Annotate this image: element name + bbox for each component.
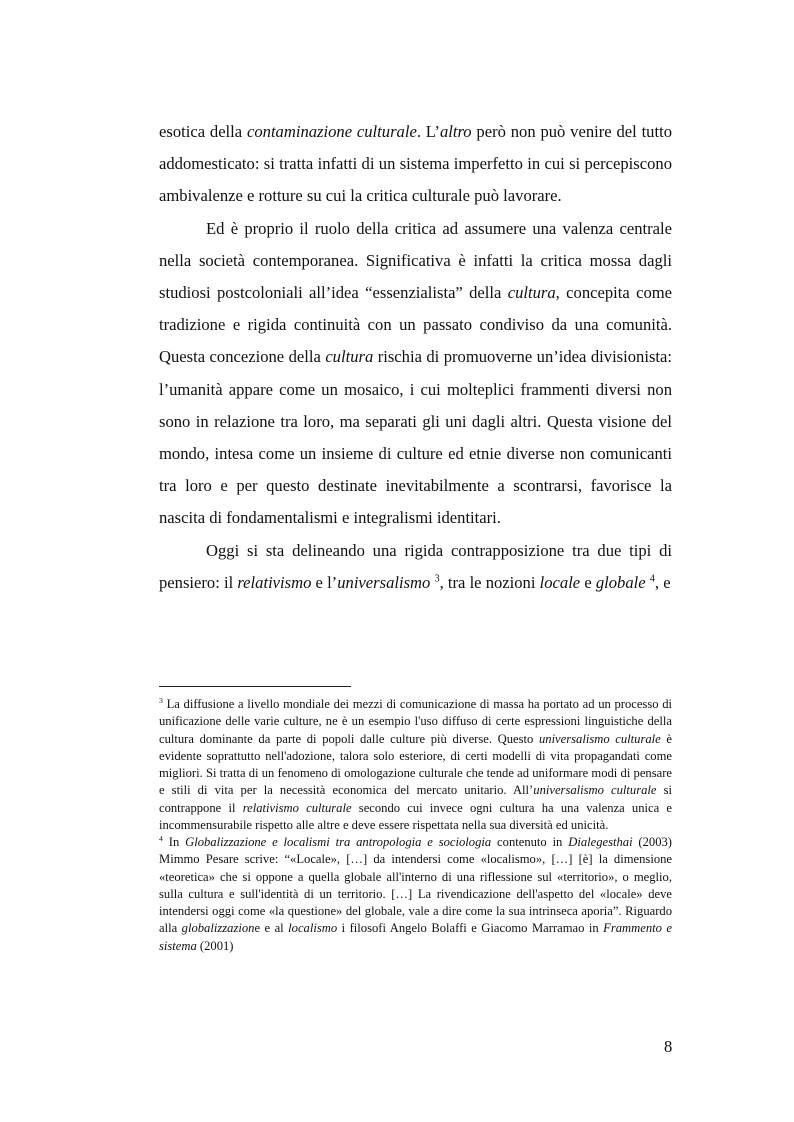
italic-text: Dialegesthai <box>568 835 633 849</box>
text-run: Oggi si sta delineando una rigida contrapposizione tra due tipi di pensiero: il <box>159 540 672 592</box>
italic-text: globale <box>595 572 646 592</box>
footnote-marker: 4 <box>649 573 655 585</box>
text-run: e e al <box>254 921 289 936</box>
footnote <box>159 696 672 834</box>
paragraph <box>159 116 672 213</box>
italic-text: universalismo culturale <box>533 783 657 798</box>
paragraph <box>159 213 672 535</box>
italic-text: locale <box>539 572 581 592</box>
body-text <box>159 116 672 599</box>
footnote-marker: 3 <box>434 573 440 585</box>
text-run: , tra le nozioni <box>439 572 540 592</box>
italic-text: altro <box>439 122 472 141</box>
footnote <box>159 834 672 955</box>
text-run: rischia di promuoverne un’idea divisionista: l’umanità appare come un mosaico, i cui molteplici frammenti diversi non sono in relazione tra loro, ma separati gli uni dagli altri. Questa visione del mondo, intesa come un insieme di culture ed etnie diverse non comunicanti tra loro e per questo destinate inevitabilmente a scontrarsi, favorisce la nascita di fondamentalismi e integralismi identitari. <box>159 347 672 528</box>
text-run: , concepita come tradizione e rigida continuità con un passato condiviso da una comunità. Questa concezione della <box>159 283 673 367</box>
text-run: (2001) <box>196 938 234 953</box>
text-run: La diffusione a livello mondiale dei mezzi di comunicazione di massa ha portato ad un processo di unificazione delle varie culture, ne è un esempio l'uso diffuso di certe espressioni linguistiche della cultura dominante da parte di popoli dalle culture più diverse. Questo <box>159 697 672 746</box>
italic-text: localismo <box>288 921 338 936</box>
text-run: , e <box>654 572 671 592</box>
italic-text: cultura <box>507 283 556 303</box>
italic-text: universalismo culturale <box>538 731 661 746</box>
text-run: In <box>162 835 186 849</box>
italic-text: Frammento e sistema <box>159 921 672 953</box>
text-run: però non può venire del tutto addomesticato: si tratta infatti di un sistema imperfetto in cui si percepiscono ambivalenze e rotture su cui la critica culturale può lavorare. <box>159 122 672 206</box>
footnote-marker: 4 <box>159 833 163 843</box>
italic-text: relativismo <box>237 572 312 592</box>
text-run: i filosofi Angelo Bolaffi e Giacomo Marramao in <box>337 921 604 936</box>
page-number: 8 <box>664 1037 673 1056</box>
italic-text: cultura <box>325 347 374 367</box>
paragraph <box>159 535 672 599</box>
text-run: e l’ <box>311 572 338 592</box>
italic-text: Globalizzazione e localismi tra antropologia e sociologia <box>185 835 492 849</box>
italic-text: contaminazione culturale <box>246 122 417 141</box>
footnote-marker: 3 <box>159 695 163 705</box>
text-run: esotica della <box>159 122 247 141</box>
text-run: e <box>580 572 596 592</box>
text-run: contenuto in <box>491 835 569 849</box>
footnote-separator <box>159 686 351 687</box>
footnotes <box>159 696 672 955</box>
text-run: (2003) Mimmo Pesare scrive: “«Locale», […] da intendersi come «localismo», […] [è] la dimensione «teoretica» che si oppone a quella globale all'interno di una riflessione sul «territorio», o meglio, sulla cultura e sull'identità di un territorio. […] La rivendicazione dell'aspetto del «locale» deve intendersi oggi come «la questione» del globale, vale a dire come la sua intrinseca aporia”. Riguardo alla <box>159 835 673 936</box>
italic-text: universalismo <box>337 572 431 592</box>
text-run: Ed è proprio il ruolo della critica ad assumere una valenza centrale nella società contemporanea. Significativa è infatti la critica mossa dagli studiosi postcoloniali all’idea “essenzialista” della <box>159 218 672 303</box>
italic-text: globalizzazion <box>181 921 255 936</box>
italic-text: relativismo culturale <box>242 800 352 815</box>
text-run: . L’ <box>416 122 440 141</box>
text-run: secondo cui invece ogni cultura ha una valenza unica e incommensurabile rispetto alle altre e deve essere rispettata nella sua diversità ed unicità. <box>159 800 672 832</box>
text-run: è evidente soprattutto nell'adozione, talora solo esteriore, di certi modelli di vita propagandati come migliori. Si tratta di un fenomeno di omologazione culturale che tende ad uniformare modi di pensare e stili di vita per la necessità economica del mercato unitario. All’ <box>159 731 672 798</box>
text-run: si contrappone il <box>159 783 672 815</box>
